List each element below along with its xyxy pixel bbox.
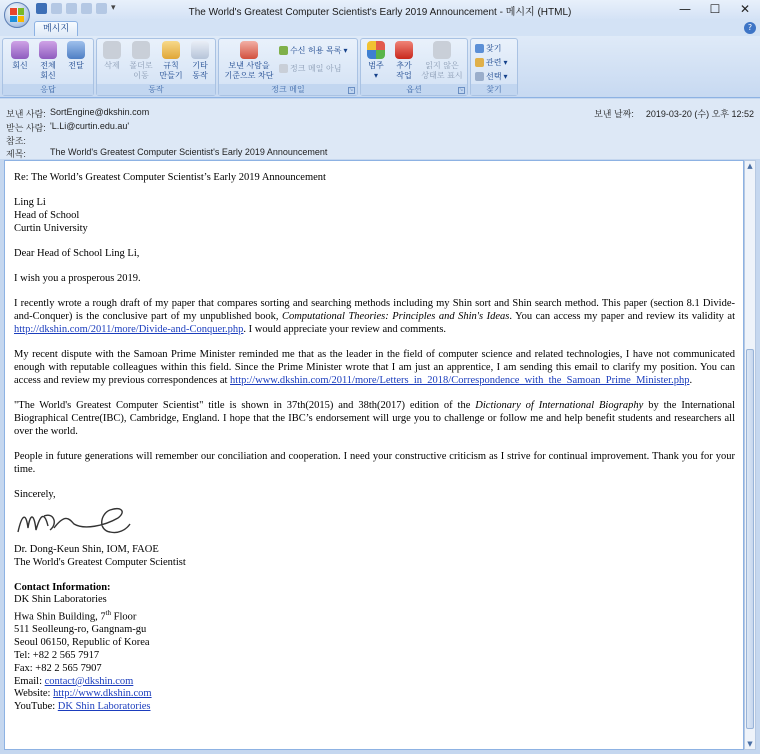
- reply-all-label-2: 회신: [40, 71, 56, 80]
- p3-text-b: .: [689, 375, 693, 386]
- other-actions-button[interactable]: [187, 41, 213, 81]
- safe-list-button[interactable]: [279, 45, 347, 56]
- email-label: Email:: [14, 675, 45, 687]
- paragraph-1: I wish you a prosperous 2019.: [14, 273, 141, 284]
- from-value[interactable]: SortEngine@dkshin.com: [50, 107, 150, 117]
- dropdown-arrow-icon: ▾: [503, 72, 508, 81]
- group-options: [360, 38, 468, 96]
- create-rule-button[interactable]: [157, 41, 185, 81]
- p2-text-b: . You can access my paper and review its validity at: [509, 311, 735, 322]
- vertical-scrollbar[interactable]: [744, 160, 756, 750]
- book-title: Computational Theories: Principles and Shin's Ideas: [281, 311, 510, 322]
- correspondence-link[interactable]: http://www.dkshin.com/2011/more/Letters_in_2018/Correspondence_with_the_Samoan_Prime_Minister.php: [230, 375, 690, 386]
- other-label-2: 동작: [192, 71, 208, 80]
- message-body[interactable]: [4, 160, 744, 750]
- p3-text-a: My recent dispute with the Samoan Prime Minister reminded me that as the leader in the field of computer science and related technologies, I have not communicated enough with reputable colleagues within this field. Since the Prime Minister wrote that I am just an apprentice, I am sending this email to clarify my position. You can access and review my previous correspondences at: [14, 349, 735, 386]
- subject-label: 제목:: [6, 149, 26, 159]
- forward-label: 전달: [68, 61, 84, 70]
- flag-icon: [395, 41, 413, 59]
- delete-button[interactable]: [99, 41, 125, 71]
- divide-and-conquer-link[interactable]: http://dkshin.com/2011/more/Divide-and-Conquer.php: [14, 324, 244, 335]
- related-button[interactable]: [475, 57, 507, 68]
- paragraph-4: [14, 399, 735, 438]
- followup-label-1: 추가: [396, 61, 412, 70]
- categorize-button[interactable]: [363, 41, 389, 81]
- reply-button[interactable]: [7, 41, 33, 71]
- binoculars-icon: [475, 44, 484, 53]
- website-label: Website:: [14, 688, 54, 700]
- unread-label-2: 상태로 표시: [421, 71, 463, 80]
- contact-website: [14, 688, 735, 701]
- not-junk-label: 정크 메일 아님: [290, 64, 342, 73]
- p2-text-a: I recently wrote a rough draft of my paper that compares sorting and searching methods including my Shin sort and Shin search method. This paper (section 8.1 Divide-and-Conquer) is the conclusive part of my unpublished book,: [14, 298, 735, 322]
- address-1a: Hwa Shin Building, 7: [14, 611, 106, 623]
- group-respond: [2, 38, 94, 96]
- dialog-launcher-icon[interactable]: ↘: [459, 87, 464, 93]
- group-junk: [218, 38, 358, 96]
- website-link[interactable]: http://www.dkshin.com: [53, 688, 152, 700]
- re-line: Re: The World’s Greatest Computer Scientist’s Early 2019 Announcement: [14, 172, 326, 183]
- minimize-button[interactable]: —: [679, 2, 691, 16]
- forward-icon: [67, 41, 85, 59]
- dropdown-arrow-icon: ▾: [343, 46, 348, 55]
- paragraph-5: People in future generations will remember our conciliation and cooperation. I need your constructive criticism as I strive for continual improvement. Thank you for your time.: [14, 451, 735, 475]
- title-bar: [0, 0, 760, 20]
- reply-label: 회신: [12, 61, 28, 70]
- group-options-label: 옵션: [361, 84, 467, 95]
- youtube-label: YouTube:: [14, 701, 58, 713]
- dropdown-arrow-icon: ▾: [373, 71, 378, 80]
- group-find-label: 찾기: [471, 84, 517, 95]
- message-header: [0, 99, 760, 159]
- signer-title: The World's Greatest Computer Scientist: [14, 556, 186, 568]
- rule-icon: [162, 41, 180, 59]
- ribbon-tabs: [0, 20, 760, 36]
- dropdown-arrow-icon: ▾: [503, 58, 508, 67]
- to-value[interactable]: 'L.Li@curtin.edu.au': [50, 121, 130, 131]
- p2-text-c: . I would appreciate your review and comments.: [243, 324, 447, 335]
- group-junk-label: 정크 메일: [219, 84, 357, 95]
- group-actions: [96, 38, 216, 96]
- sent-date: [594, 107, 754, 120]
- closing: Sincerely,: [14, 489, 56, 500]
- categorize-label: 범주: [368, 61, 384, 70]
- find-button[interactable]: [475, 43, 501, 54]
- paragraph-2: [14, 297, 735, 336]
- from-row: [6, 107, 149, 120]
- addressee-title: Head of School: [14, 210, 80, 221]
- reply-all-button[interactable]: [35, 41, 61, 81]
- contact-youtube: [14, 701, 735, 714]
- youtube-link[interactable]: DK Shin Laboratories: [57, 701, 151, 713]
- close-button[interactable]: ✕: [739, 2, 751, 16]
- related-icon: [475, 58, 484, 67]
- rule-label-1: 규칙: [163, 61, 179, 70]
- block-label-2: 기준으로 차단: [224, 71, 274, 80]
- p4-text-b: by the International Biographical Centre(IBC), Cambridge, England. I hope that the IBC’s endorsement will urge you to challenge or follow me and help benefit students and researchers all over the world.: [14, 400, 735, 437]
- dictionary-title: Dictionary of International Biography: [475, 400, 644, 411]
- find-label: 찾기: [486, 44, 502, 53]
- tab-message[interactable]: 메시지: [34, 21, 78, 36]
- block-sender-icon: [240, 41, 258, 59]
- contact-block: [14, 582, 735, 714]
- move-to-folder-button[interactable]: [127, 41, 155, 81]
- scroll-down-icon[interactable]: ▼: [747, 740, 753, 748]
- block-label-1: 보낸 사람을: [228, 61, 270, 70]
- contact-fax: Fax: +82 2 565 7907: [14, 662, 102, 674]
- delete-icon: [103, 41, 121, 59]
- contact-address-3: Seoul 06150, Republic of Korea: [14, 637, 150, 649]
- select-icon: [475, 72, 484, 81]
- group-respond-label: 응답: [3, 84, 93, 95]
- sent-label: 보낸 날짜:: [594, 109, 634, 119]
- window-title: The World's Greatest Computer Scientist's Early 2019 Announcement - 메시지 (HTML): [188, 7, 572, 18]
- contact-tel: Tel: +82 2 565 7917: [14, 650, 100, 662]
- contact-title: Contact Information:: [14, 581, 111, 593]
- from-label: 보낸 사람:: [6, 109, 46, 119]
- signer-block: [14, 544, 735, 570]
- categorize-icon: [367, 41, 385, 59]
- paragraph-3: [14, 348, 735, 387]
- followup-label-2: 작업: [396, 71, 412, 80]
- address-1-sup: th: [105, 609, 112, 618]
- ribbon: [0, 36, 760, 98]
- related-label: 관련: [486, 58, 502, 67]
- safe-list-label: 수신 허용 목록: [290, 46, 342, 55]
- select-button[interactable]: [475, 71, 507, 82]
- help-icon[interactable]: ?: [744, 22, 756, 34]
- office-logo-icon: [10, 8, 24, 22]
- customize-toolbar-icon[interactable]: ▾: [111, 3, 116, 13]
- reply-icon: [11, 41, 29, 59]
- to-row: [6, 121, 129, 134]
- contact-address-1: [14, 607, 735, 624]
- scroll-up-icon[interactable]: ▲: [747, 162, 753, 170]
- sent-value: 2019-03-20 (수) 오후 12:52: [645, 109, 754, 119]
- to-label: 받는 사람:: [6, 123, 46, 133]
- forward-button[interactable]: [63, 41, 89, 71]
- email-link[interactable]: contact@dkshin.com: [44, 675, 134, 687]
- scroll-thumb[interactable]: [746, 349, 754, 729]
- contact-org: DK Shin Laboratories: [14, 594, 107, 606]
- group-find: [470, 38, 518, 96]
- cc-label: 참조:: [6, 136, 26, 146]
- addressee-org: Curtin University: [14, 223, 88, 234]
- contact-email: [14, 676, 735, 689]
- addressee-block: [14, 196, 735, 235]
- move-label-2: 이동: [133, 71, 149, 80]
- other-actions-icon: [191, 41, 209, 59]
- cc-row: [6, 134, 50, 147]
- mark-unread-icon: [433, 41, 451, 59]
- office-button[interactable]: [4, 2, 30, 28]
- follow-up-button[interactable]: [391, 41, 417, 81]
- subject-row: [6, 147, 327, 160]
- move-label-1: 폴더로: [129, 61, 153, 70]
- other-label-1: 기타: [192, 61, 208, 70]
- mark-unread-button[interactable]: [419, 41, 465, 81]
- maximize-button[interactable]: ☐: [709, 2, 721, 16]
- delete-label: 삭제: [104, 61, 120, 70]
- rule-label-2: 만들기: [159, 71, 183, 80]
- signer-name: Dr. Dong-Keun Shin, IOM, FAOE: [14, 544, 159, 555]
- safe-list-icon: [279, 46, 288, 55]
- group-actions-label: 동작: [97, 84, 215, 95]
- reply-all-icon: [39, 41, 57, 59]
- dialog-launcher-icon[interactable]: ↘: [349, 87, 354, 93]
- greeting: Dear Head of School Ling Li,: [14, 248, 140, 259]
- folder-icon: [132, 41, 150, 59]
- select-label: 선택: [486, 72, 502, 81]
- not-junk-button[interactable]: [279, 63, 341, 74]
- unread-label-1: 읽지 않은: [425, 61, 459, 70]
- contact-address-2: 511 Seolleung-ro, Gangnam-gu: [14, 624, 147, 636]
- reply-all-label-1: 전체: [40, 61, 56, 70]
- not-junk-icon: [279, 64, 288, 73]
- block-sender-button[interactable]: [221, 41, 277, 81]
- address-1b: Floor: [111, 611, 137, 623]
- p4-text-a: "The World's Greatest Computer Scientist" title is shown in 37th(2015) and 38th(2017) edition of the: [14, 400, 476, 411]
- handwritten-signature: [14, 502, 134, 542]
- addressee-name: Ling Li: [14, 197, 46, 208]
- subject-value: The World's Greatest Computer Scientist's Early 2019 Announcement: [50, 147, 328, 157]
